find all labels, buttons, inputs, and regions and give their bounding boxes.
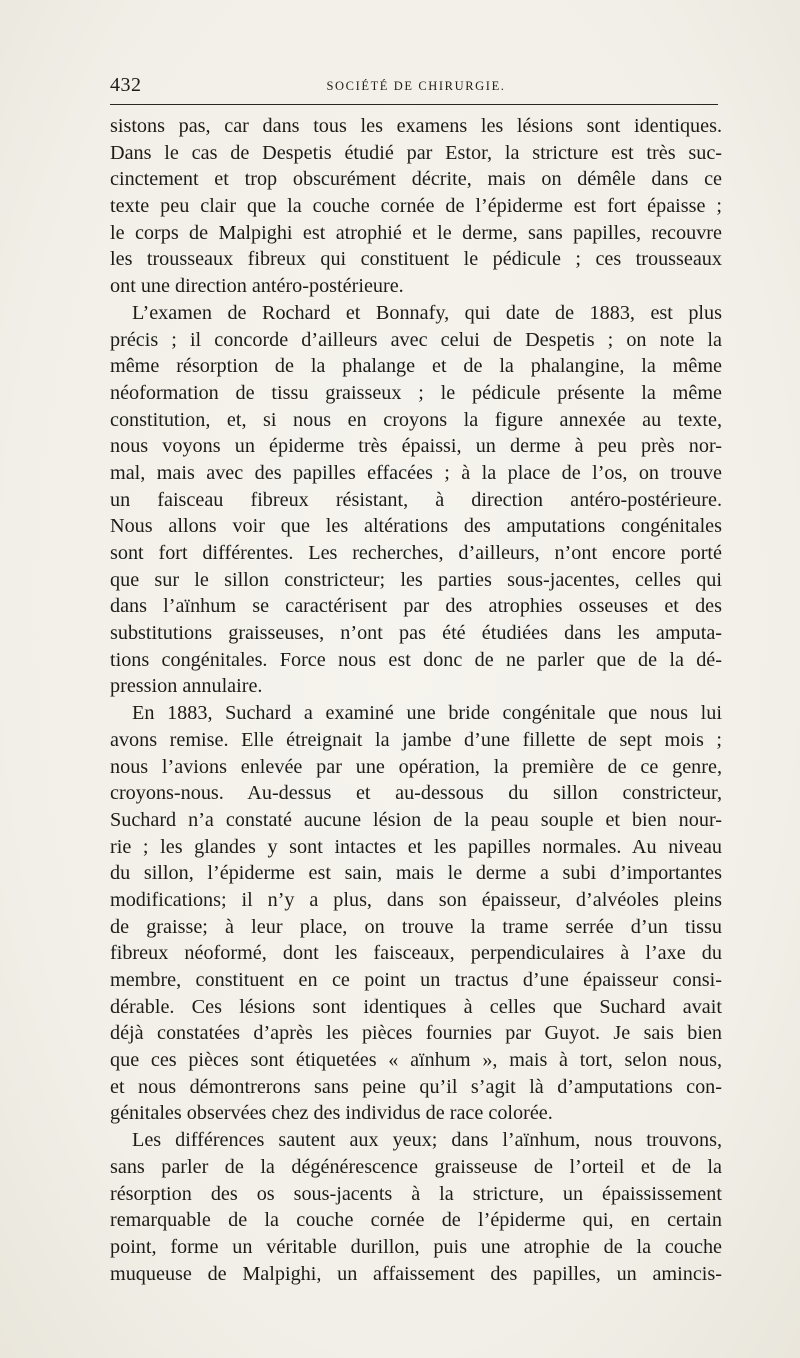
text-line: ont une direction antéro-postérieure. (110, 275, 404, 298)
text-line: avons remise. Elle étreignait la jambe d’une fillette de sept mois ; (110, 728, 722, 751)
text-line: un faisceau fibreux résistant, à direction antéro-postérieure. (110, 488, 722, 511)
text-line: fibreux néoformé, dont les faisceaux, perpendiculaires à l’axe du (110, 942, 722, 965)
text-line: dans l’aïnhum se caractérisent par des atrophies osseuses et des (110, 595, 722, 618)
text-line: sont fort différentes. Les recherches, d’ailleurs, n’ont encore porté (110, 542, 722, 564)
text-line: Nous allons voir que les altérations des amputations congénitales (110, 515, 722, 538)
text-line: nous voyons un épiderme très épaissi, un derme à peu près nor- (110, 435, 722, 458)
text-line: du sillon, l’épiderme est sain, mais le derme a subi d’importantes (110, 862, 722, 885)
page-header (110, 74, 722, 100)
text-line: que ces pièces sont étiquetées « aïnhum », mais à tort, selon nous, (110, 1049, 722, 1072)
text-line: En 1883, Suchard a examiné une bride congénitale que nous lui (132, 702, 722, 725)
text-line: les trousseaux fibreux qui constituent le pédicule ; ces trousseaux (110, 248, 722, 271)
text-line: de graisse; à leur place, on trouve la trame serrée d’un tissu (110, 915, 722, 938)
body-text (110, 113, 722, 1287)
text-line: rie ; les glandes y sont intactes et les papilles normales. Au niveau (110, 835, 722, 858)
header-rule (110, 104, 718, 105)
text-line: Suchard n’a constaté aucune lésion de la peau souple et bien nour- (110, 808, 722, 831)
text-line: dérable. Ces lésions sont identiques à celles que Suchard avait (110, 995, 722, 1018)
text-line: substitutions graisseuses, n’ont pas été étudiées dans les amputa- (110, 622, 722, 645)
text-line: membre, constituent en ce point un tractus d’une épaisseur consi- (110, 969, 722, 991)
text-line: remarquable de la couche cornée de l’épiderme qui, en certain (110, 1209, 722, 1232)
text-line: constitution, et, si nous en croyons la figure annexée au texte, (110, 408, 722, 431)
text-line: tions congénitales. Force nous est donc de ne parler que de la dé- (110, 648, 722, 671)
text-line: génitales observées chez des individus de race colorée. (110, 1102, 553, 1125)
text-line: le corps de Malpighi est atrophié et le derme, sans papilles, recouvre (110, 221, 722, 244)
text-line: même résorption de la phalange et de la phalangine, la même (110, 355, 722, 378)
text-line: Dans le cas de Despetis étudié par Estor, la stricture est très suc- (110, 141, 722, 164)
text-line: que sur le sillon constricteur; les parties sous-jacentes, celles qui (110, 568, 722, 591)
text-line: résorption des os sous-jacents à la stricture, un épaississement (110, 1182, 722, 1205)
text-line: texte peu clair que la couche cornée de l’épiderme est fort épaisse ; (110, 195, 722, 218)
text-line: muqueuse de Malpighi, un affaissement des papilles, un amincis- (110, 1262, 722, 1285)
text-line: point, forme un véritable durillon, puis une atrophie de la couche (110, 1235, 722, 1258)
text-line: Les différences sautent aux yeux; dans l’aïnhum, nous trouvons, (132, 1129, 722, 1152)
text-line: et nous démontrerons sans peine qu’il s’agit là d’amputations con- (110, 1075, 722, 1098)
text-line: sans parler de la dégénérescence graisseuse de l’orteil et de la (110, 1155, 722, 1178)
text-line: pression annulaire. (110, 675, 263, 698)
text-line: cinctement et trop obscurément décrite, mais on démêle dans ce (110, 168, 722, 191)
text-line: croyons-nous. Au-dessus et au-dessous du sillon constricteur, (110, 782, 722, 805)
text-line: modifications; il n’y a plus, dans son épaisseur, d’alvéoles pleins (110, 888, 722, 911)
text-line: néoformation de tissu graisseux ; le pédicule présente la même (110, 381, 722, 404)
text-line: précis ; il concorde d’ailleurs avec celui de Despetis ; on note la (110, 328, 722, 351)
running-head: SOCIÉTÉ DE CHIRURGIE. (326, 79, 506, 93)
text-line: sistons pas, car dans tous les examens les lésions sont identiques. (110, 115, 722, 137)
page-number: 432 (110, 74, 142, 96)
text-line: déjà constatées d’après les pièces fournies par Guyot. Je sais bien (110, 1022, 722, 1045)
text-line: mal, mais avec des papilles effacées ; à la place de l’os, on trouve (110, 461, 722, 484)
text-line: nous l’avions enlevée par une opération, la première de ce genre, (110, 755, 722, 778)
text-line: L’examen de Rochard et Bonnafy, qui date de 1883, est plus (132, 301, 722, 324)
